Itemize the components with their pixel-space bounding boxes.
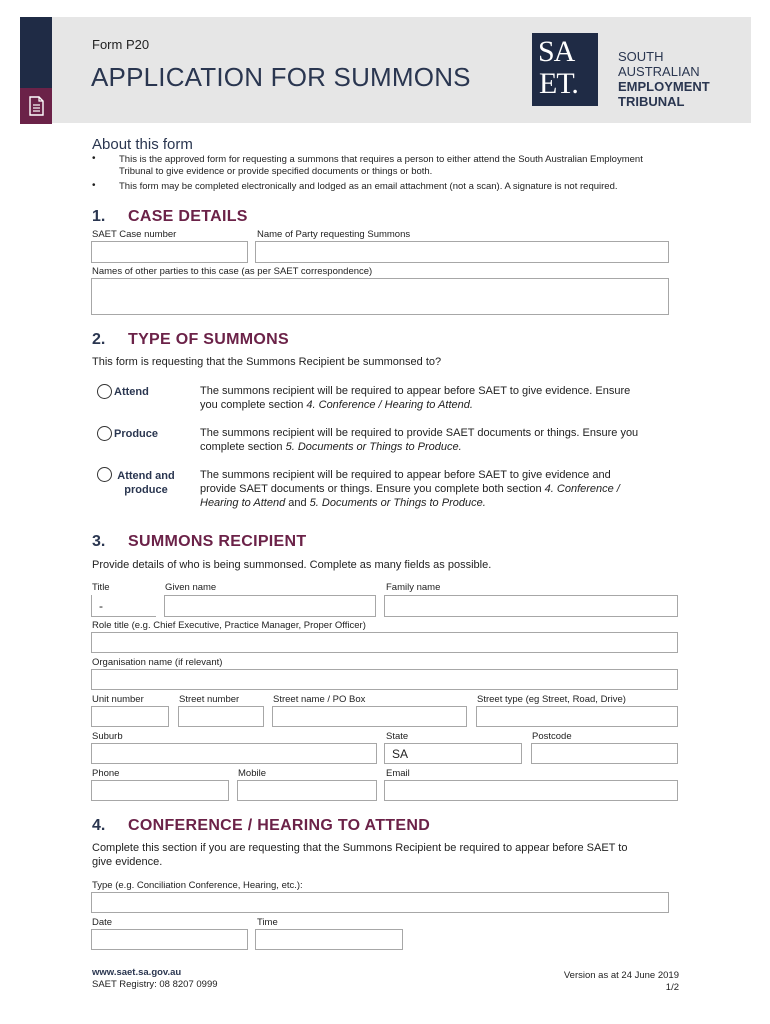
org-line-4: TRIBUNAL [618, 94, 685, 109]
street-type-field[interactable] [476, 706, 678, 727]
hearing-type-field[interactable] [91, 892, 669, 913]
bullet-dot: • [92, 180, 96, 191]
org-line-3: EMPLOYMENT [618, 79, 710, 94]
other-parties-field[interactable] [91, 278, 669, 315]
logo-mark-bottom: ET. [539, 67, 578, 100]
produce-radio[interactable] [97, 426, 112, 441]
unit-field[interactable] [91, 706, 169, 727]
section-3-title: SUMMONS RECIPIENT [128, 533, 307, 550]
produce-desc-line-1: The summons recipient will be required to provide SAET documents or things. Ensure you [200, 427, 639, 439]
family-name-label: Family name [386, 582, 441, 593]
street-name-field[interactable] [272, 706, 467, 727]
page-title: APPLICATION FOR SUMMONS [91, 62, 471, 92]
page-number: 1/2 [665, 982, 679, 993]
org-field[interactable] [91, 669, 678, 690]
aap-desc-line-1: The summons recipient will be required to appear before SAET to give evidence and [200, 469, 611, 481]
party-label: Name of Party requesting Summons [257, 229, 411, 240]
aap-desc-line-3 [200, 496, 670, 510]
document-icon [20, 88, 52, 124]
about-bullet-2: This form may be completed electronically and lodged as an email attachment (not a scan). A signature is not required. [119, 181, 618, 192]
other-parties-label: Names of other parties to this case (as per SAET correspondence) [92, 266, 373, 277]
state-field[interactable] [384, 743, 522, 764]
date-field[interactable] [91, 929, 248, 950]
aap-desc-line-2 [200, 482, 670, 496]
registry-phone: SAET Registry: 08 8207 0999 [92, 979, 218, 990]
produce-desc-line-2 [200, 440, 670, 454]
mobile-field[interactable] [237, 780, 377, 801]
produce-description [200, 426, 670, 454]
attend-and-produce-radio[interactable] [97, 467, 112, 482]
street-type-label: Street type (eg Street, Road, Drive) [477, 694, 626, 705]
version-text: Version as at 24 June 2019 [563, 970, 679, 981]
attend-label: Attend [114, 386, 149, 398]
hearing-intro [92, 841, 682, 869]
attend-and-produce-label-line-1: Attend and [117, 470, 175, 482]
attend-and-produce-label-line-2: produce [124, 484, 168, 496]
postcode-field[interactable] [531, 743, 678, 764]
title-value: - [99, 599, 103, 613]
phone-field[interactable] [91, 780, 229, 801]
org-line-1: SOUTH [618, 49, 664, 64]
title-label: Title [92, 582, 110, 593]
case-number-field[interactable] [91, 241, 248, 263]
bullet-dot: • [92, 153, 96, 164]
aap-desc-ref-2: Hearing to Attend [200, 497, 286, 509]
summons-question: This form is requesting that the Summons Recipient be summonsed to? [92, 356, 442, 368]
party-name-field[interactable] [255, 241, 669, 263]
recipient-intro: Provide details of who is being summonsed. Complete as many fields as possible. [92, 559, 492, 571]
role-label: Role title (e.g. Chief Executive, Practice Manager, Proper Officer) [92, 620, 366, 631]
produce-label: Produce [114, 428, 159, 440]
hearing-type-label: Type (e.g. Conciliation Conference, Hearing, etc.): [92, 880, 303, 891]
unit-label: Unit number [92, 694, 144, 705]
hearing-intro-line-2: give evidence. [92, 856, 163, 868]
attend-radio[interactable] [97, 384, 112, 399]
org-name [618, 49, 710, 109]
produce-desc-ref: 5. Documents or Things to Produce. [285, 441, 462, 453]
postcode-label: Postcode [532, 731, 572, 742]
attend-and-produce-description [200, 468, 670, 510]
section-1-number: 1. [92, 208, 106, 225]
attend-description [200, 384, 670, 412]
form-code: Form P20 [92, 37, 150, 52]
street-name-label: Street name / PO Box [273, 694, 366, 705]
case-number-label: SAET Case number [92, 229, 177, 240]
suburb-label: Suburb [92, 731, 123, 742]
time-field[interactable] [255, 929, 403, 950]
aap-desc-ref-1: 4. Conference / [544, 483, 620, 495]
saet-logo [532, 33, 598, 106]
suburb-field[interactable] [91, 743, 377, 764]
section-3-number: 3. [92, 533, 106, 550]
state-value: SA [392, 747, 409, 761]
website-link[interactable]: www.saet.sa.gov.au [92, 967, 182, 978]
given-name-label: Given name [165, 582, 217, 593]
section-4-title: CONFERENCE / HEARING TO ATTEND [128, 817, 431, 834]
produce-desc-plain: complete section [200, 441, 286, 453]
email-field[interactable] [384, 780, 678, 801]
org-label: Organisation name (if relevant) [92, 657, 223, 668]
state-label: State [386, 731, 409, 742]
attend-desc-plain: you complete section [200, 399, 307, 411]
attend-and-produce-label [114, 469, 178, 497]
section-2-number: 2. [92, 331, 106, 348]
aap-desc-plain-2: and [285, 497, 310, 509]
date-label: Date [92, 917, 113, 928]
time-label: Time [257, 917, 278, 928]
mobile-label: Mobile [238, 768, 266, 779]
org-line-2: AUSTRALIAN [618, 64, 700, 79]
attend-desc-line-1: The summons recipient will be required to appear before SAET to give evidence. Ensure [200, 385, 631, 397]
logo-mark-top: SA [538, 35, 575, 68]
street-number-field[interactable] [178, 706, 264, 727]
aap-desc-plain-1: provide SAET documents or things. Ensure you complete both section [200, 483, 545, 495]
about-heading: About this form [92, 136, 193, 153]
section-1-title: CASE DETAILS [128, 208, 248, 225]
hearing-intro-line-1: Complete this section if you are requesting that the Summons Recipient be required to appear before SAET to [92, 842, 628, 854]
given-name-field[interactable] [164, 595, 376, 617]
section-2-title: TYPE OF SUMMONS [128, 331, 289, 348]
title-select[interactable] [91, 595, 156, 617]
email-label: Email [386, 768, 410, 779]
aap-desc-ref-3: 5. Documents or Things to Produce. [309, 497, 486, 509]
attend-desc-ref: 4. Conference / Hearing to Attend. [306, 399, 473, 411]
about-bullet-1: This is the approved form for requesting a summons that requires a person to either attend the South Australian Employment Tribunal to give evidence or provide specified documents or things or both. [119, 154, 643, 177]
phone-label: Phone [92, 768, 120, 779]
section-4-number: 4. [92, 817, 106, 834]
street-number-label: Street number [179, 694, 240, 705]
family-name-field[interactable] [384, 595, 678, 617]
attend-desc-line-2 [200, 398, 670, 412]
role-field[interactable] [91, 632, 678, 653]
